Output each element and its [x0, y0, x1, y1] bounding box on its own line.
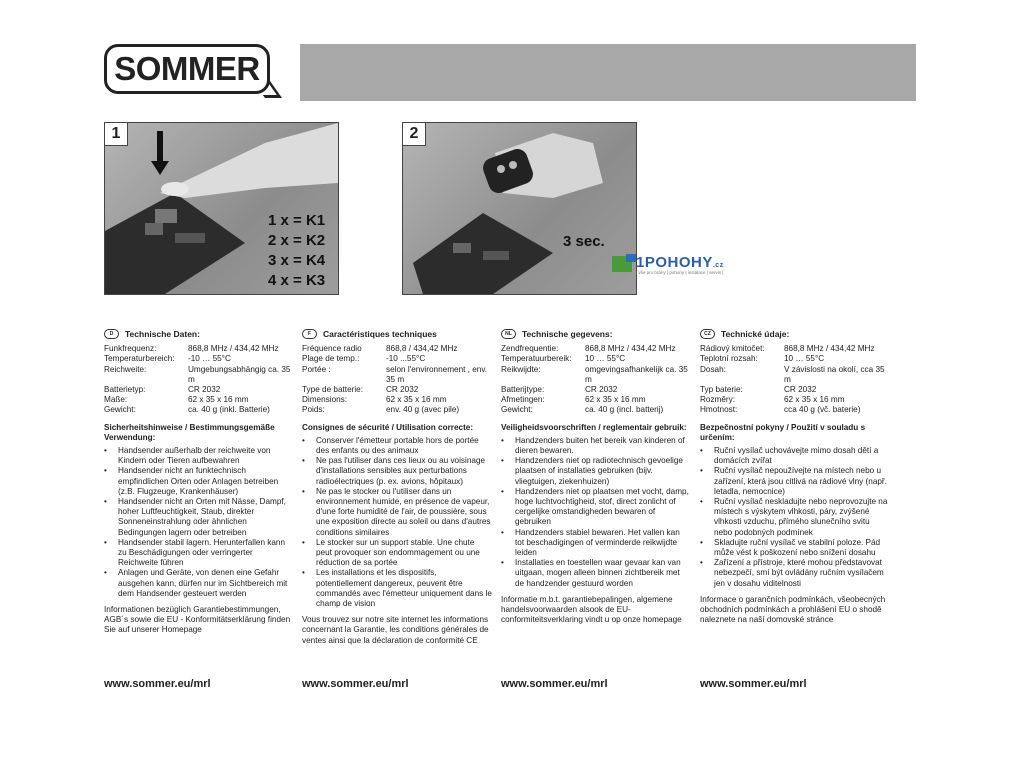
spec-key: Gewicht:: [104, 405, 136, 415]
spec-key: Temperatuurbereik:: [501, 354, 572, 364]
language-column: [104, 329, 294, 636]
safety-title: Consignes de sécurité / Utilisation correcte:: [302, 422, 474, 432]
spec-value: 868,8 / 434,42 MHz: [386, 344, 458, 354]
safety-item: • Handzenders niet op plaatsen met vocht, damp, hoge luchtvochtigheid, stof, direct zonlicht of cergelijke omstandigheden bewaren of gebruiken: [501, 487, 691, 528]
logo-frame: [104, 44, 270, 94]
spec-key: Rádiový kmitočet:: [700, 344, 765, 354]
language-column: [302, 329, 492, 646]
spec-row: [501, 354, 691, 364]
language-column: [700, 329, 890, 625]
code-line: 4 x = K3: [268, 272, 326, 289]
spec-value: CR 2032: [188, 385, 221, 395]
spec-row: [302, 344, 492, 354]
safety-item: • Conserver l'émetteur portable hors de portée des enfants ou des animaux: [302, 436, 492, 456]
warranty-info: Vous trouvez sur notre site internet les informations concernant la Garantie, les conditions générales de ventes ainsi que la déclaration de conformité CE: [302, 615, 489, 645]
language-column: [501, 329, 691, 625]
spec-row: [104, 385, 294, 395]
spec-key: Type de batterie:: [302, 385, 363, 395]
spec-key: Gewicht:: [501, 405, 533, 415]
website-link[interactable]: www.sommer.eu/mrl: [302, 678, 409, 690]
spec-row: [302, 395, 492, 405]
safety-item: • Handzenders buiten het bereik van kinderen of dieren bewaren.: [501, 436, 691, 456]
column-heading: [104, 329, 294, 339]
spec-value: 868,8 MHz / 434,42 MHz: [585, 344, 676, 354]
language-badge-icon: CZ: [700, 329, 715, 339]
safety-list: [501, 436, 691, 589]
column-heading: [302, 329, 492, 339]
spec-row: [700, 395, 890, 405]
spec-row: [302, 405, 492, 415]
spec-key: Hmotnost:: [700, 405, 738, 415]
warranty-info: Informationen bezüglich Garantiebestimmungen, AGB´s sowie die EU - Konformitätserklärung finden Sie auf unserer Homepage: [104, 605, 291, 635]
spec-row: [700, 365, 890, 385]
spec-row: [104, 344, 294, 354]
spec-key: Dimensions:: [302, 395, 348, 405]
photo-panel-1: [104, 122, 339, 295]
spec-value: 62 x 35 x 16 mm: [386, 395, 447, 405]
website-link[interactable]: www.sommer.eu/mrl: [501, 678, 608, 690]
safety-item: • Ruční vysílač neskladujte nebo neprovozujte na místech s výskytem vlhkosti, páry, zvýšené vlhkosti vzduchu, přímého slunečního svitu nebo podobných podmínek: [700, 497, 890, 538]
code-line: 2 x = K2: [268, 232, 326, 249]
spec-row: [700, 385, 890, 395]
safety-item: • Ne pas l'utiliser dans ces lieux ou au voisinage d'installations sensibles aux perturbations radioélectriques (p. ex. avions, hôpitaux): [302, 456, 492, 487]
spec-key: Teplotní rozsah:: [700, 354, 758, 364]
spec-row: [104, 405, 294, 415]
spec-value: env. 40 g (avec pile): [386, 405, 460, 415]
spec-value: CR 2032: [386, 385, 419, 395]
spec-key: Temperaturbereich:: [104, 354, 175, 364]
section-title: Technische gegevens:: [522, 329, 613, 339]
section-title: Caractéristiques techniques: [323, 329, 437, 339]
spec-value: omgevingsafhankelijk ca. 35 m: [585, 364, 688, 384]
safety-title: Bezpečnostní pokyny / Použití v souladu s určením:: [700, 422, 866, 442]
spec-table: [700, 344, 890, 415]
spec-value: -10 ...55°C: [386, 354, 426, 364]
language-badge-icon: NL: [501, 329, 516, 339]
spec-key: Typ baterie:: [700, 385, 743, 395]
hold-duration-label: 3 sec.: [563, 233, 605, 250]
sommer-logo: [104, 44, 276, 98]
spec-key: Funkfrequenz:: [104, 344, 157, 354]
safety-item: • Le stocker sur un support stable. Une chute peut provoquer son endommagement ou une réduction de sa portée: [302, 538, 492, 569]
safety-item: • Ruční vysílač uchovávejte mimo dosah dětí a domácích zvířat: [700, 446, 890, 466]
spec-value: 10 … 55°C: [585, 354, 626, 364]
code-line: 1 x = K1: [268, 212, 326, 229]
spec-value: 62 x 35 x 16 mm: [784, 395, 845, 405]
language-badge-icon: D: [104, 329, 119, 339]
spec-key: Reichweite:: [104, 364, 147, 374]
spec-value: V závislosti na okolí, cca 35 m: [784, 364, 885, 384]
section-title: Technické údaje:: [721, 329, 790, 339]
remote-on-board-illustration: [403, 123, 636, 294]
spec-key: Fréquence radio: [302, 344, 362, 354]
spec-value: 62 x 35 x 16 mm: [188, 395, 249, 405]
safety-item: • Handsender außerhalb der reichweite von Kindern oder Tieren aufbewahren: [104, 446, 294, 466]
spec-row: [501, 405, 691, 415]
spec-value: CR 2032: [585, 385, 618, 395]
safety-item: • Handzenders stabiel bewaren. Het vallen kan tot beschadigingen of verminderde reikwijdte leiden: [501, 528, 691, 559]
spec-row: [700, 344, 890, 354]
spec-row: [501, 395, 691, 405]
spec-value: 868,8 MHz / 434,42 MHz: [784, 344, 875, 354]
safety-item: • Zařízení a přístroje, které mohou představovat nebezpečí, smí být ovládány ručním vysílačem jen v dosahu viditelnosti: [700, 558, 890, 589]
spec-row: [501, 385, 691, 395]
spec-value: -10 … 55°C: [188, 354, 231, 364]
spec-value: selon l'environnement , env. 35 m: [386, 364, 488, 384]
safety-list: [700, 446, 890, 589]
panel-number: 1: [105, 123, 128, 146]
spec-table: [302, 344, 492, 415]
header-band: [300, 44, 916, 101]
safety-item: • Anlagen und Geräte, von denen eine Gefahr ausgehen kann, dürfen nur im Sichtbereich mit dem Handsender gesteuert werden: [104, 568, 294, 599]
photo-panel-2: [402, 122, 637, 295]
safety-item: • Installaties en toestellen waar gevaar kan van uitgaan, mogen alleen binnen zichtbereik met de handzender gestuurd worden: [501, 558, 691, 589]
spec-key: Dosah:: [700, 364, 726, 374]
spec-key: Maße:: [104, 395, 128, 405]
spec-key: Batterietyp:: [104, 385, 146, 395]
logo-text: SOMMER: [114, 50, 260, 87]
website-link[interactable]: www.sommer.eu/mrl: [104, 678, 211, 690]
spec-table: [104, 344, 294, 415]
pohony-name-text: 1POHOHY: [636, 254, 713, 271]
button-code-list: [268, 211, 325, 291]
section-title: Technische Daten:: [125, 329, 200, 339]
safety-item: • Ruční vysílač nepoužívejte na místech nebo u zařízení, která jsou citlivá na rádiové vlny (např. letadla, nemocnice): [700, 466, 890, 497]
spec-row: [501, 344, 691, 354]
safety-item: • Handzenders niet op radiotechnisch gevoelige plaatsen of installaties gebruiken (bijv. vliegtuigen, ziekenhuizen): [501, 456, 691, 487]
language-badge-icon: F: [302, 329, 317, 339]
website-link[interactable]: www.sommer.eu/mrl: [700, 678, 807, 690]
spec-value: ca. 40 g (incl. batterij): [585, 405, 664, 415]
safety-item: • Les installations et les dispositifs, potentiellement dangereux, peuvent être commandés avec l'émetteur uniquement dans le champ de vision: [302, 568, 492, 609]
spec-value: 868,8 MHz / 434,42 MHz: [188, 344, 279, 354]
pohony-suffix: .cz: [712, 262, 724, 269]
panel-number: 2: [403, 123, 426, 146]
spec-key: Zendfrequentie:: [501, 344, 559, 354]
safety-list: [302, 436, 492, 609]
pohony-name: [636, 254, 724, 271]
pohony-tagline: | vše pro brány | pohony | instalace | servis |: [636, 270, 724, 275]
spec-table: [501, 344, 691, 415]
safety-item: • Handsender nicht an funktechnisch empfindlichen Orten oder Anlagen betreiben (z.B. Flugzeuge, Krankenhäuser): [104, 466, 294, 497]
warranty-info: Informace o garančních podmínkách, všeobecných obchodních podmínkách a prohlášení EU o shodě naleznete na naší domovské stránce: [700, 594, 886, 625]
code-line: 3 x = K4: [268, 252, 326, 269]
spec-key: Poids:: [302, 405, 325, 415]
safety-item: • Ne pas le stocker ou l'utiliser dans un environnement humide, en présence de vapeur, d'une forte humidité de l'air, de poussière, sous une exposition directe au soleil ou dans d'autres conditions similaires: [302, 487, 492, 538]
spec-value: 62 x 35 x 16 mm: [585, 395, 646, 405]
safety-item: • Handsender stabil lagern. Herunterfallen kann zu Beschädigungen oder verringerter Reichweite führen: [104, 538, 294, 569]
column-heading: [700, 329, 890, 339]
spec-row: [700, 354, 890, 364]
spec-key: Reikwijdte:: [501, 364, 541, 374]
pohony-logo-accent: [626, 254, 636, 262]
spec-value: cca 40 g (vč. baterie): [784, 405, 861, 415]
column-heading: [501, 329, 691, 339]
safety-title: Veiligheidsvoorschriften / reglementair gebruik:: [501, 422, 687, 432]
safety-item: • Skladujte ruční vysílač ve stabilní poloze. Pád může vést k poškození nebo snížení dosahu: [700, 538, 890, 558]
spec-key: Afmetingen:: [501, 395, 545, 405]
spec-row: [700, 405, 890, 415]
pohony-watermark: [612, 254, 762, 276]
spec-value: CR 2032: [784, 385, 817, 395]
spec-value: ca. 40 g (inkl. Batterie): [188, 405, 270, 415]
spec-row: [104, 365, 294, 385]
spec-value: Umgebungsabhängig ca. 35 m: [188, 364, 291, 384]
spec-row: [302, 354, 492, 364]
spec-key: Rozměry:: [700, 395, 736, 405]
spec-key: Batterijtype:: [501, 385, 545, 395]
safety-item: • Handsender nicht an Orten mit Nässe, Dampf, hoher Luftfeuchtigkeit, Staub, direkter Sonneneinstrahlung oder ähnlichen Bedingungen lagern oder betreiben: [104, 497, 294, 538]
spec-row: [302, 365, 492, 385]
spec-row: [302, 385, 492, 395]
spec-value: 10 … 55°C: [784, 354, 825, 364]
spec-key: Portée :: [302, 364, 331, 374]
spec-row: [104, 354, 294, 364]
warranty-info: Informatie m.b.t. garantiebepalingen, algemene handelsvoorwaarden alsook de EU-conformiteitsverklaring vindt u op onze homepage: [501, 594, 682, 625]
safety-title: Sicherheitshinweise / Bestimmungsgemäße Verwendung:: [104, 422, 275, 442]
spec-row: [501, 365, 691, 385]
safety-list: [104, 446, 294, 599]
spec-key: Plage de temp.:: [302, 354, 360, 364]
spec-row: [104, 395, 294, 405]
